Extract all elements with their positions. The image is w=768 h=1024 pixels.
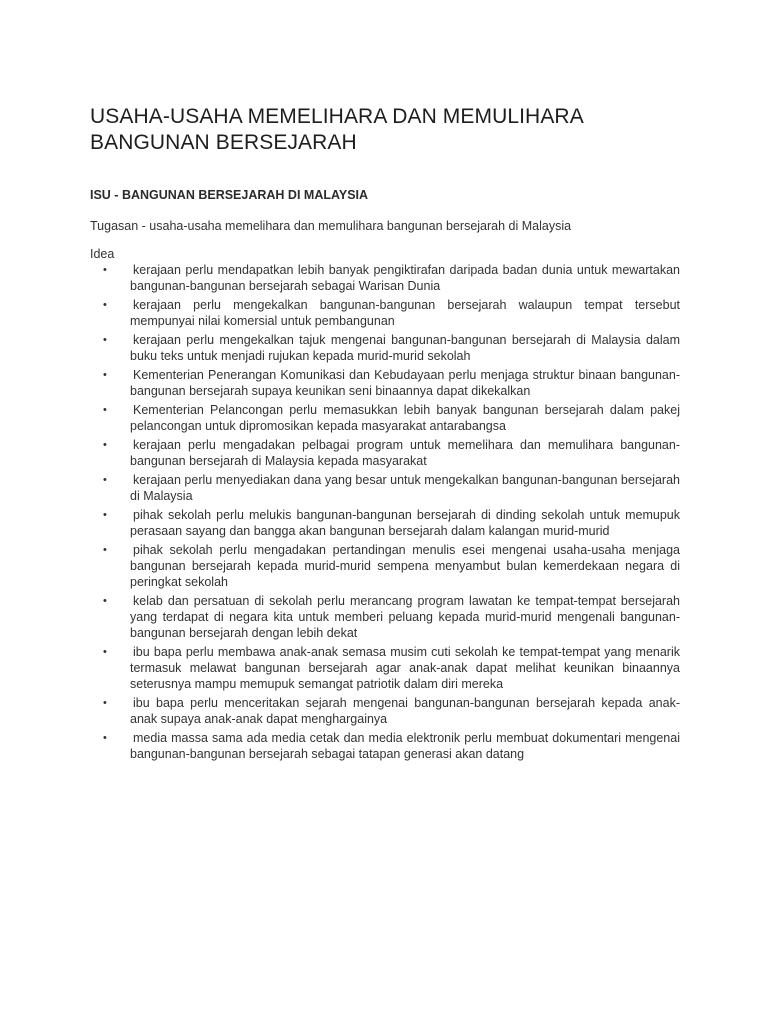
bullet-icon: • (103, 595, 107, 607)
list-item (90, 507, 680, 539)
bullet-icon: • (103, 509, 107, 521)
title-line-1: USAHA-USAHA MEMELIHARA DAN MEMULIHARA (90, 105, 584, 128)
list-item (90, 297, 680, 329)
list-item (90, 644, 680, 692)
bullet-icon: • (103, 369, 107, 381)
idea-label: Idea (90, 247, 115, 261)
bullet-icon: • (103, 334, 107, 346)
list-item (90, 730, 680, 762)
bullet-icon: • (103, 646, 107, 658)
bullet-icon: • (103, 474, 107, 486)
idea-text: kerajaan perlu mengekalkan bangunan-bangunan bersejarah walaupun tempat tersebut mempunyai nilai komersial untuk pembangunan (130, 298, 680, 328)
list-item (90, 437, 680, 469)
bullet-icon: • (103, 299, 107, 311)
idea-text: pihak sekolah perlu melukis bangunan-bangunan bersejarah di dinding sekolah untuk memupuk perasaan sayang dan bangga akan bangunan bersejarah dalam kalangan murid-murid (130, 508, 680, 538)
list-item (90, 542, 680, 590)
idea-text: pihak sekolah perlu mengadakan pertandingan menulis esei mengenai usaha-usaha menjaga bangunan bersejarah kepada murid-murid sempena menyambut bulan kemerdekaan negara di peringkat sekolah (130, 543, 680, 589)
list-item (90, 332, 680, 364)
idea-text: kerajaan perlu mengekalkan tajuk mengenai bangunan-bangunan bersejarah di Malaysia dalam buku teks untuk menjadi rujukan kepada murid-murid sekolah (130, 333, 680, 363)
bullet-icon: • (103, 264, 107, 276)
bullet-icon: • (103, 544, 107, 556)
idea-text: kelab dan persatuan di sekolah perlu merancang program lawatan ke tempat-tempat bersejarah yang terdapat di negara kita untuk memberi peluang kepada murid-murid mengenali bangunan-bangunan bersejarah dengan lebih dekat (130, 594, 680, 640)
task-statement: Tugasan - usaha-usaha memelihara dan memulihara bangunan bersejarah di Malaysia (90, 219, 572, 233)
idea-list (90, 262, 680, 762)
list-item (90, 262, 680, 294)
idea-text: ibu bapa perlu membawa anak-anak semasa musim cuti sekolah ke tempat-tempat yang menarik termasuk melawat bangunan bersejarah agar anak-anak dapat melihat keunikan binaannya seterusnya mampu memupuk semangat patriotik dalam diri mereka (130, 645, 680, 691)
document-title (90, 104, 680, 156)
bullet-icon: • (103, 732, 107, 744)
bullet-icon: • (103, 404, 107, 416)
idea-text: Kementerian Penerangan Komunikasi dan Kebudayaan perlu menjaga struktur binaan bangunan-bangunan bersejarah supaya keunikan seni binaannya dapat dikekalkan (130, 368, 680, 398)
idea-text: kerajaan perlu menyediakan dana yang besar untuk mengekalkan bangunan-bangunan bersejarah di Malaysia (130, 473, 680, 503)
bullet-icon: • (103, 697, 107, 709)
document-page (90, 104, 680, 765)
list-item (90, 367, 680, 399)
bullet-icon: • (103, 439, 107, 451)
title-line-2: BANGUNAN BERSEJARAH (90, 131, 357, 154)
idea-text: Kementerian Pelancongan perlu memasukkan lebih banyak bangunan bersejarah dalam pakej pelancongan untuk dipromosikan kepada masyarakat antarabangsa (130, 403, 680, 433)
list-item (90, 593, 680, 641)
issue-heading: ISU - BANGUNAN BERSEJARAH DI MALAYSIA (90, 188, 369, 202)
list-item (90, 472, 680, 504)
idea-text: kerajaan perlu mendapatkan lebih banyak pengiktirafan daripada badan dunia untuk mewartakan bangunan-bangunan bersejarah sebagai Warisan Dunia (130, 263, 680, 293)
idea-text: ibu bapa perlu menceritakan sejarah mengenai bangunan-bangunan bersejarah kepada anak-anak supaya anak-anak dapat menghargainya (130, 696, 680, 726)
list-item (90, 402, 680, 434)
idea-text: media massa sama ada media cetak dan media elektronik perlu membuat dokumentari mengenai bangunan-bangunan bersejarah sebagai tatapan generasi akan datang (130, 731, 680, 761)
list-item (90, 695, 680, 727)
idea-text: kerajaan perlu mengadakan pelbagai program untuk memelihara dan memulihara bangunan-bangunan bersejarah di Malaysia kepada masyarakat (130, 438, 680, 468)
